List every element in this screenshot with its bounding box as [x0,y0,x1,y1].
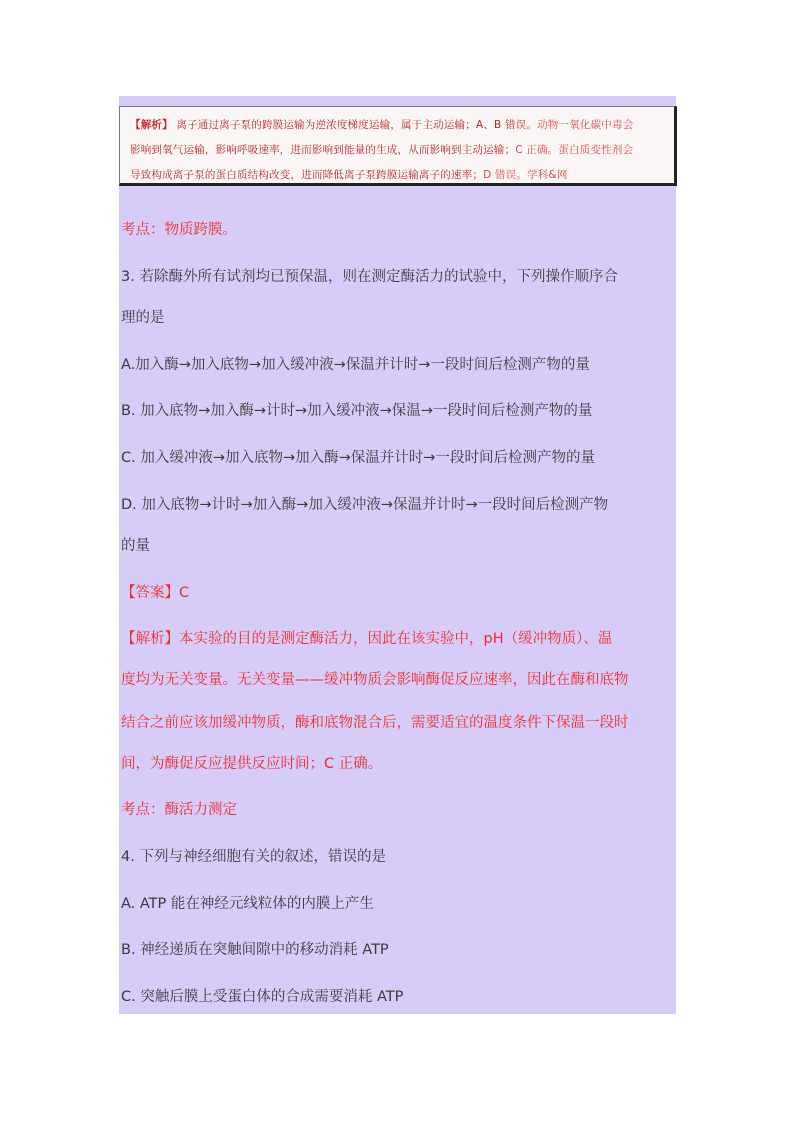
analysis-line-4: 间，为酶促反应提供反应时间；C 正确。 [121,756,383,772]
question-3-option-a: A.加入酶→加入底物→加入缓冲液→保温并计时→一段时间后检测产物的量 [121,357,590,373]
question-3-option-c: C. 加入缓冲液→加入底物→加入酶→保温并计时→一段时间后检测产物的量 [121,450,595,466]
analysis-line-2: 度均为无关变量。无关变量——缓冲物质会影响酶促反应速率，因此在酶和底物 [121,672,629,688]
question-3-option-b: B. 加入底物→加入酶→计时→加入缓冲液→保温→一段时间后检测产物的量 [121,403,593,419]
explanation-line-3: 导致构成离子泵的蛋白质结构改变，进而降低离子泵跨膜运输离子的速率；D 错误。学科&网 [130,169,568,181]
analysis-line-1: 【解析】本实验的目的是测定酶活力，因此在该实验中，pH（缓冲物质）、温 [121,631,613,647]
question-4-option-a: A. ATP 能在神经元线粒体的内膜上产生 [121,896,374,912]
question-4-option-b: B. 神经递质在突触间隙中的移动消耗 ATP [121,942,389,958]
question-4-stem: 4. 下列与神经细胞有关的叙述，错误的是 [121,849,386,865]
key-point-membrane: 考点：物质跨膜。 [121,222,237,238]
key-point-enzyme: 考点：酶活力测定 [121,802,237,818]
question-3-stem: 3. 若除酶外所有试剂均已预保温，则在测定酶活力的试验中，下列操作顺序合 [121,269,618,285]
answer: 【答案】C [121,585,190,601]
question-4-option-c: C. 突触后膜上受蛋白体的合成需要消耗 ATP [121,989,404,1005]
explanation-tag: 【解析】 [130,119,173,131]
analysis-line-3: 结合之前应该加缓冲物质，酶和底物混合后，需要适宜的温度条件下保温一段时 [121,715,629,731]
explanation-line-1: 【解析】 离子通过离子泵的跨膜运输为逆浓度梯度运输，属于主动运输；A、B 错误。动物一氧化碳中毒会 [130,119,634,131]
explanation-image [119,106,677,186]
question-3-option-d: D. 加入底物→计时→加入酶→加入缓冲液→保温并计时→一段时间后检测产物 [121,497,609,513]
question-3-option-d-cont: 的量 [121,538,150,554]
explanation-line-2: 影响到氧气运输，影响呼吸速率，进而影响到能量的生成，从而影响到主动运输；C 正确。蛋白质变性剂会 [130,144,634,156]
question-3-stem-cont: 理的是 [121,310,165,326]
